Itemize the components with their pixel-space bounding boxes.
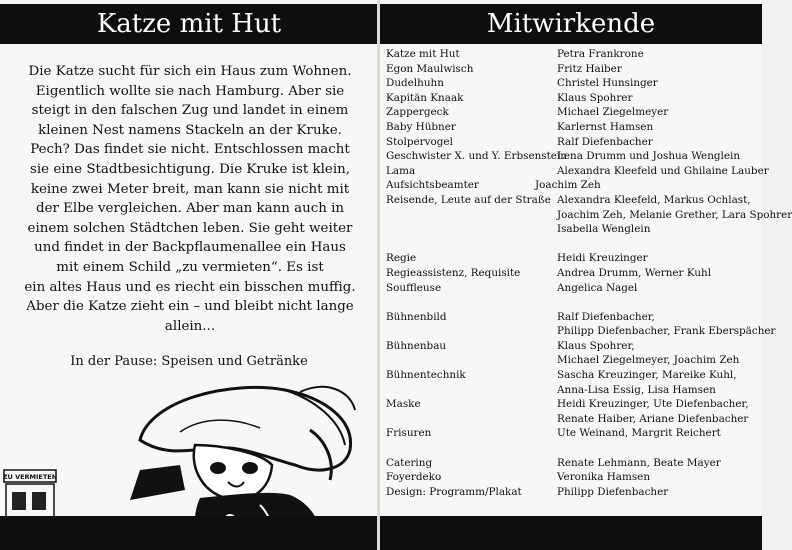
cast-row	[386, 368, 762, 383]
person-name: Christel Hunsinger	[557, 77, 658, 90]
cast-row	[386, 281, 762, 296]
story-line: mit einem Schild „zu vermieten“. Es ist	[56, 259, 324, 275]
role-name: Katze mit Hut	[386, 48, 460, 60]
cast-row	[386, 149, 762, 164]
story-line: sie eine Stadtbesichtigung. Die Kruke ist klein,	[30, 161, 350, 177]
person-name: Karlernst Hamsen	[557, 120, 654, 133]
role-name: Souffleuse	[386, 281, 442, 294]
person-name: Veronika Hamsen	[557, 471, 651, 484]
person-name: Joachim Zeh, Melanie Grether, Lara Spohrer	[557, 208, 792, 221]
cast-row	[386, 120, 762, 135]
story-line: ein altes Haus und es riecht ein bisschen muffig.	[24, 279, 356, 295]
page-title-left: Katze mit Hut	[0, 4, 378, 44]
cast-row	[386, 76, 762, 91]
person-name: Anna-Lisa Essig, Lisa Hamsen	[557, 383, 716, 396]
role-name: Bühnentechnik	[386, 369, 466, 382]
person-name: Michael Ziegelmeyer, Joachim Zeh	[557, 354, 740, 367]
story-line: der Elbe vergleichen. Aber man kann auch in	[36, 201, 344, 217]
story-text	[18, 62, 362, 336]
person-name: Klaus Spohrer	[557, 91, 633, 104]
role-name: Frisuren	[386, 427, 432, 440]
person-name: Klaus Spohrer,	[557, 339, 635, 352]
cast-row	[386, 208, 792, 223]
person-name: Isabella Wenglein	[557, 223, 651, 236]
bottom-bar-left	[0, 516, 378, 550]
story-line: und findet in der Backpflaumenallee ein Haus	[34, 240, 346, 256]
cast-row	[386, 222, 762, 237]
cast-row	[386, 266, 762, 281]
cast-group-spacer	[386, 237, 762, 252]
role-name: Regieassistenz, Requisite	[386, 266, 521, 279]
person-name: Philipp Diefenbacher, Frank Eberspächer	[557, 325, 776, 338]
cast-row	[386, 62, 762, 77]
person-name: Ralf Diefenbacher	[557, 135, 653, 148]
role-name: Kapitän Knaak	[386, 91, 464, 104]
role-name: Design: Programm/Plakat	[386, 485, 522, 498]
cast-row	[386, 310, 762, 325]
person-name: Ralf Diefenbacher,	[557, 310, 655, 323]
role-name: Catering	[386, 456, 433, 469]
role-name: Foyerdeko	[386, 471, 442, 484]
person-name: Alexandra Kleefeld und Ghilaine Lauber	[557, 164, 769, 177]
story-line: Die Katze sucht für sich ein Haus zum Wohnen.	[28, 64, 352, 79]
person-name: Angelica Nagel	[557, 281, 638, 294]
cast-row	[386, 485, 762, 500]
cast-row	[386, 412, 762, 427]
cast-row	[386, 105, 762, 120]
role-name: Lama	[386, 164, 416, 177]
person-name: Heidi Kreuzinger, Ute Diefenbacher,	[557, 398, 749, 411]
left-page	[0, 0, 378, 550]
person-name: Petra Frankrone	[557, 48, 644, 60]
role-name: Stolpervogel	[386, 135, 453, 148]
story-line: kleinen Nest namens Stackeln an der Kruke.	[38, 122, 342, 138]
cast-row	[386, 470, 762, 485]
cast-row	[386, 135, 762, 150]
cast-row	[386, 456, 762, 471]
role-name: Dudelhuhn	[386, 77, 444, 90]
person-name: Lena Drumm und Joshua Wenglein	[557, 150, 741, 163]
cast-row	[386, 397, 762, 412]
story-line: Eigentlich wollte sie nach Hamburg. Aber sie	[35, 83, 345, 99]
story-line: steigt in den falschen Zug und landet in einem	[31, 103, 349, 119]
cast-group-spacer	[386, 295, 762, 310]
role-name: Egon Maulwisch	[386, 62, 474, 75]
cast-row	[386, 164, 769, 179]
cast-group-spacer	[386, 441, 762, 456]
role-name: Reisende, Leute auf der Straße	[386, 193, 551, 206]
cast-row	[386, 383, 762, 398]
cast-row	[386, 91, 762, 106]
right-page	[380, 0, 792, 550]
bottom-bar-right	[380, 516, 762, 550]
cast-row	[386, 193, 762, 208]
story-line: keine zwei Meter breit, man kann sie nicht mit	[30, 181, 350, 197]
role-name: Zappergeck	[386, 106, 449, 119]
story-line: Pech? Das findet sie nicht. Entschlossen macht	[30, 142, 350, 158]
person-name: Alexandra Kleefeld, Markus Ochlast,	[557, 193, 751, 206]
sign-lettering: ZU VERMIETEN	[2, 473, 58, 481]
cast-row	[386, 353, 762, 368]
cast-row	[386, 426, 762, 441]
cast-row	[386, 47, 762, 62]
page-title-right: Mitwirkende	[380, 4, 762, 44]
role-name: Regie	[386, 252, 417, 265]
role-name: Geschwister X. und Y. Erbsenstein	[386, 150, 567, 163]
person-name: Michael Ziegelmeyer	[557, 106, 669, 119]
person-name: Philipp Diefenbacher	[557, 485, 669, 498]
story-line: Aber die Katze zieht ein – und bleibt nicht lange	[26, 299, 354, 315]
cast-row	[386, 324, 776, 339]
role-name: Bühnenbild	[386, 310, 447, 323]
person-name: Sascha Kreuzinger, Mareike Kuhl,	[557, 369, 737, 382]
person-name: Renate Haiber, Ariane Diefenbacher	[557, 412, 749, 425]
person-name: Andrea Drumm, Werner Kuhl	[557, 266, 712, 279]
person-name: Joachim Zeh	[535, 179, 601, 192]
story-line: allein...	[164, 318, 216, 334]
cast-list	[386, 47, 792, 499]
pause-note: In der Pause: Speisen und Getränke	[70, 354, 308, 369]
role-name: Maske	[386, 398, 421, 411]
person-name: Heidi Kreuzinger	[557, 252, 648, 265]
person-name: Fritz Haiber	[557, 62, 622, 75]
role-name: Baby Hübner	[386, 120, 456, 133]
cast-row	[386, 339, 762, 354]
cast-row	[386, 251, 762, 266]
person-name: Renate Lehmann, Beate Mayer	[557, 456, 721, 469]
cast-row	[386, 178, 762, 193]
role-name: Bühnenbau	[386, 339, 447, 352]
story-line: einem solchen Städtchen leben. Sie geht weiter	[27, 220, 353, 236]
person-name: Ute Weinand, Margrit Reichert	[557, 427, 721, 440]
role-name: Aufsichtsbeamter	[386, 179, 479, 192]
